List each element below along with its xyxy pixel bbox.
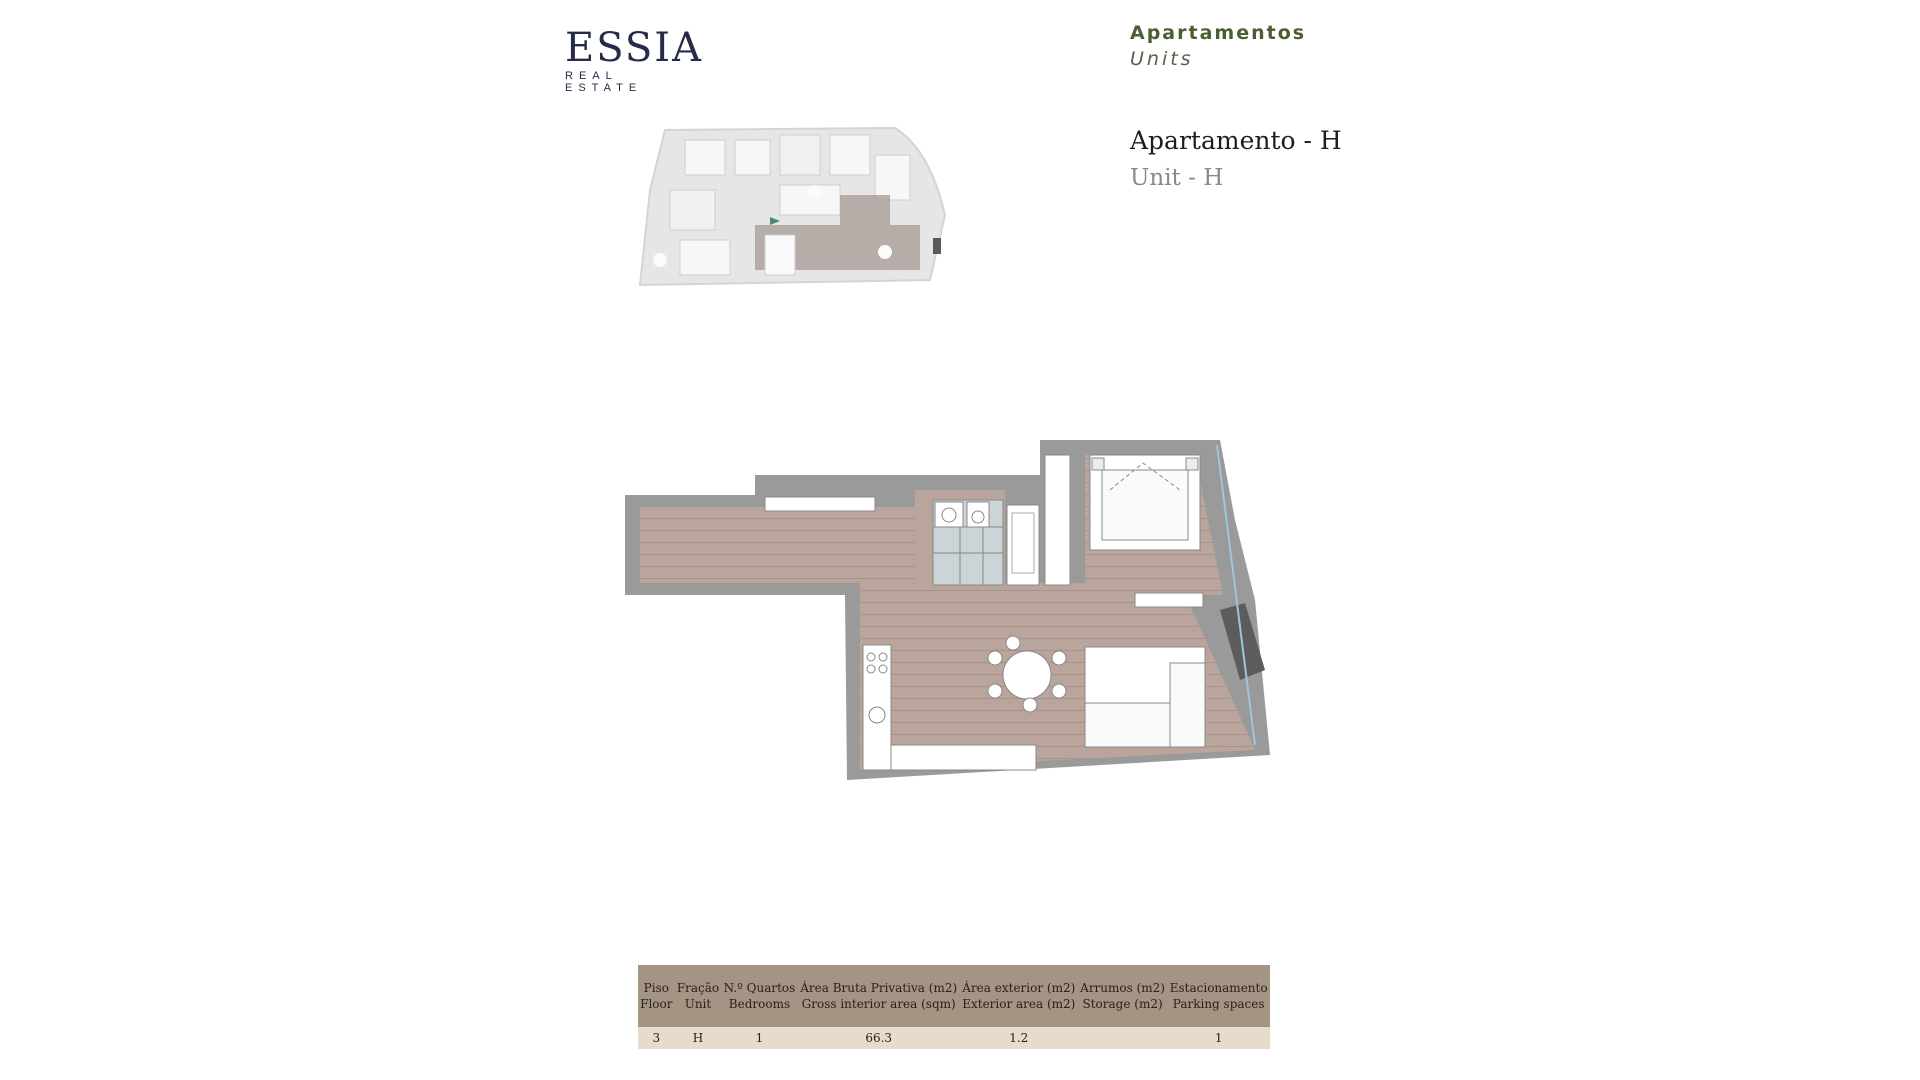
brand-name: ESSIA: [565, 25, 703, 71]
header-parking: Estacionamento Parking spaces: [1167, 965, 1270, 1027]
header-gross-area: Área Bruta Privativa (m2) Gross interior area (sqm): [798, 965, 960, 1027]
cell-gross-area: 66.3: [798, 1027, 960, 1049]
key-plan-image: [630, 120, 950, 295]
cell-storage: [1078, 1027, 1168, 1049]
table-row: [638, 1027, 1270, 1049]
unit-spec-table: [638, 965, 1270, 1049]
unit-title: Apartamento - H: [1130, 126, 1342, 155]
header-bedrooms: N.º Quartos Bedrooms: [721, 965, 797, 1027]
unit-subtitle: Unit - H: [1130, 165, 1224, 191]
unit-floor-plan: [615, 435, 1280, 780]
brand-tagline: REAL ESTATE: [565, 70, 643, 94]
section-title: Apartamentos: [1130, 22, 1307, 44]
section-subtitle: Units: [1130, 48, 1194, 70]
table-header-row: [638, 965, 1270, 1027]
brand-logo: [565, 25, 703, 94]
cell-exterior-area: 1.2: [960, 1027, 1078, 1049]
cell-bedrooms: 1: [721, 1027, 797, 1049]
cell-unit: H: [675, 1027, 722, 1049]
header-exterior-area: Área exterior (m2) Exterior area (m2): [960, 965, 1078, 1027]
cell-parking: 1: [1167, 1027, 1270, 1049]
header-unit: Fração Unit: [675, 965, 722, 1027]
header-storage: Arrumos (m2) Storage (m2): [1078, 965, 1168, 1027]
header-floor: Piso Floor: [638, 965, 675, 1027]
cell-floor: 3: [638, 1027, 675, 1049]
